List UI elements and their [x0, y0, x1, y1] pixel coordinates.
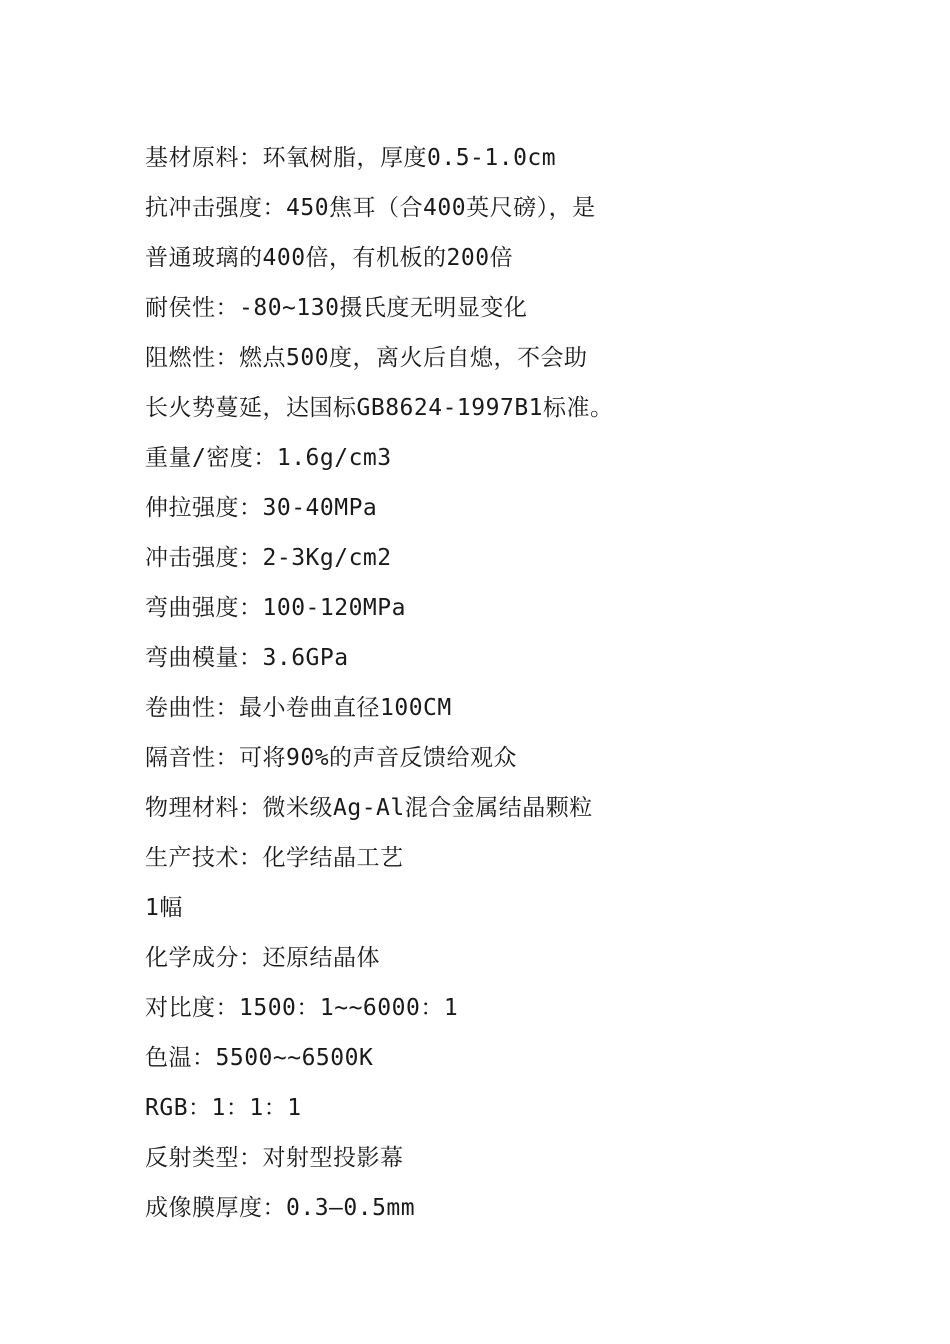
spec-line-contrast: 对比度：1500：1~~6000：1: [145, 995, 459, 1021]
spec-line-flame-retardant-cont: 长火势蔓延，达国标GB8624-1997B1标准。: [145, 395, 614, 421]
spec-line-curl: 卷曲性：最小卷曲直径100CM: [145, 695, 452, 721]
spec-line-bending-modulus: 弯曲模量：3.6GPa: [145, 645, 349, 671]
spec-line-physical-material: 物理材料：微米级Ag-Al混合金属结晶颗粒: [145, 795, 593, 821]
spec-line-rgb: RGB：1：1：1: [145, 1095, 302, 1121]
spec-line-tensile-strength: 伸拉强度：30-40MPa: [145, 495, 378, 521]
spec-line-count: 1幅: [145, 895, 183, 921]
spec-line-base-material: 基材原料：环氧树脂，厚度0.5-1.0cm: [145, 145, 557, 171]
spec-line-impact-strength: 抗冲击强度：450焦耳（合400英尺磅），是: [145, 195, 596, 221]
spec-line-shock-strength: 冲击强度：2-3Kg/cm2: [145, 545, 392, 571]
spec-line-reflection: 反射类型：对射型投影幕: [145, 1145, 404, 1171]
spec-line-flame-retardant: 阻燃性：燃点500度，离火后自熄，不会助: [145, 345, 588, 371]
spec-line-weather-resistance: 耐侯性：-80~130摄氏度无明显变化: [145, 295, 528, 321]
spec-line-film-thickness: 成像膜厚度：0.3—0.5mm: [145, 1195, 416, 1221]
spec-line-bending-strength: 弯曲强度：100-120MPa: [145, 595, 406, 621]
spec-line-chemical: 化学成分：还原结晶体: [145, 945, 380, 971]
spec-line-color-temp: 色温：5500~~6500K: [145, 1045, 374, 1071]
spec-line-sound: 隔音性：可将90%的声音反馈给观众: [145, 745, 518, 771]
spec-text-block: [145, 133, 665, 1233]
spec-line-impact-strength-cont: 普通玻璃的400倍，有机板的200倍: [145, 245, 514, 271]
spec-line-density: 重量/密度：1.6g/cm3: [145, 445, 392, 471]
spec-line-production: 生产技术：化学结晶工艺: [145, 845, 404, 871]
